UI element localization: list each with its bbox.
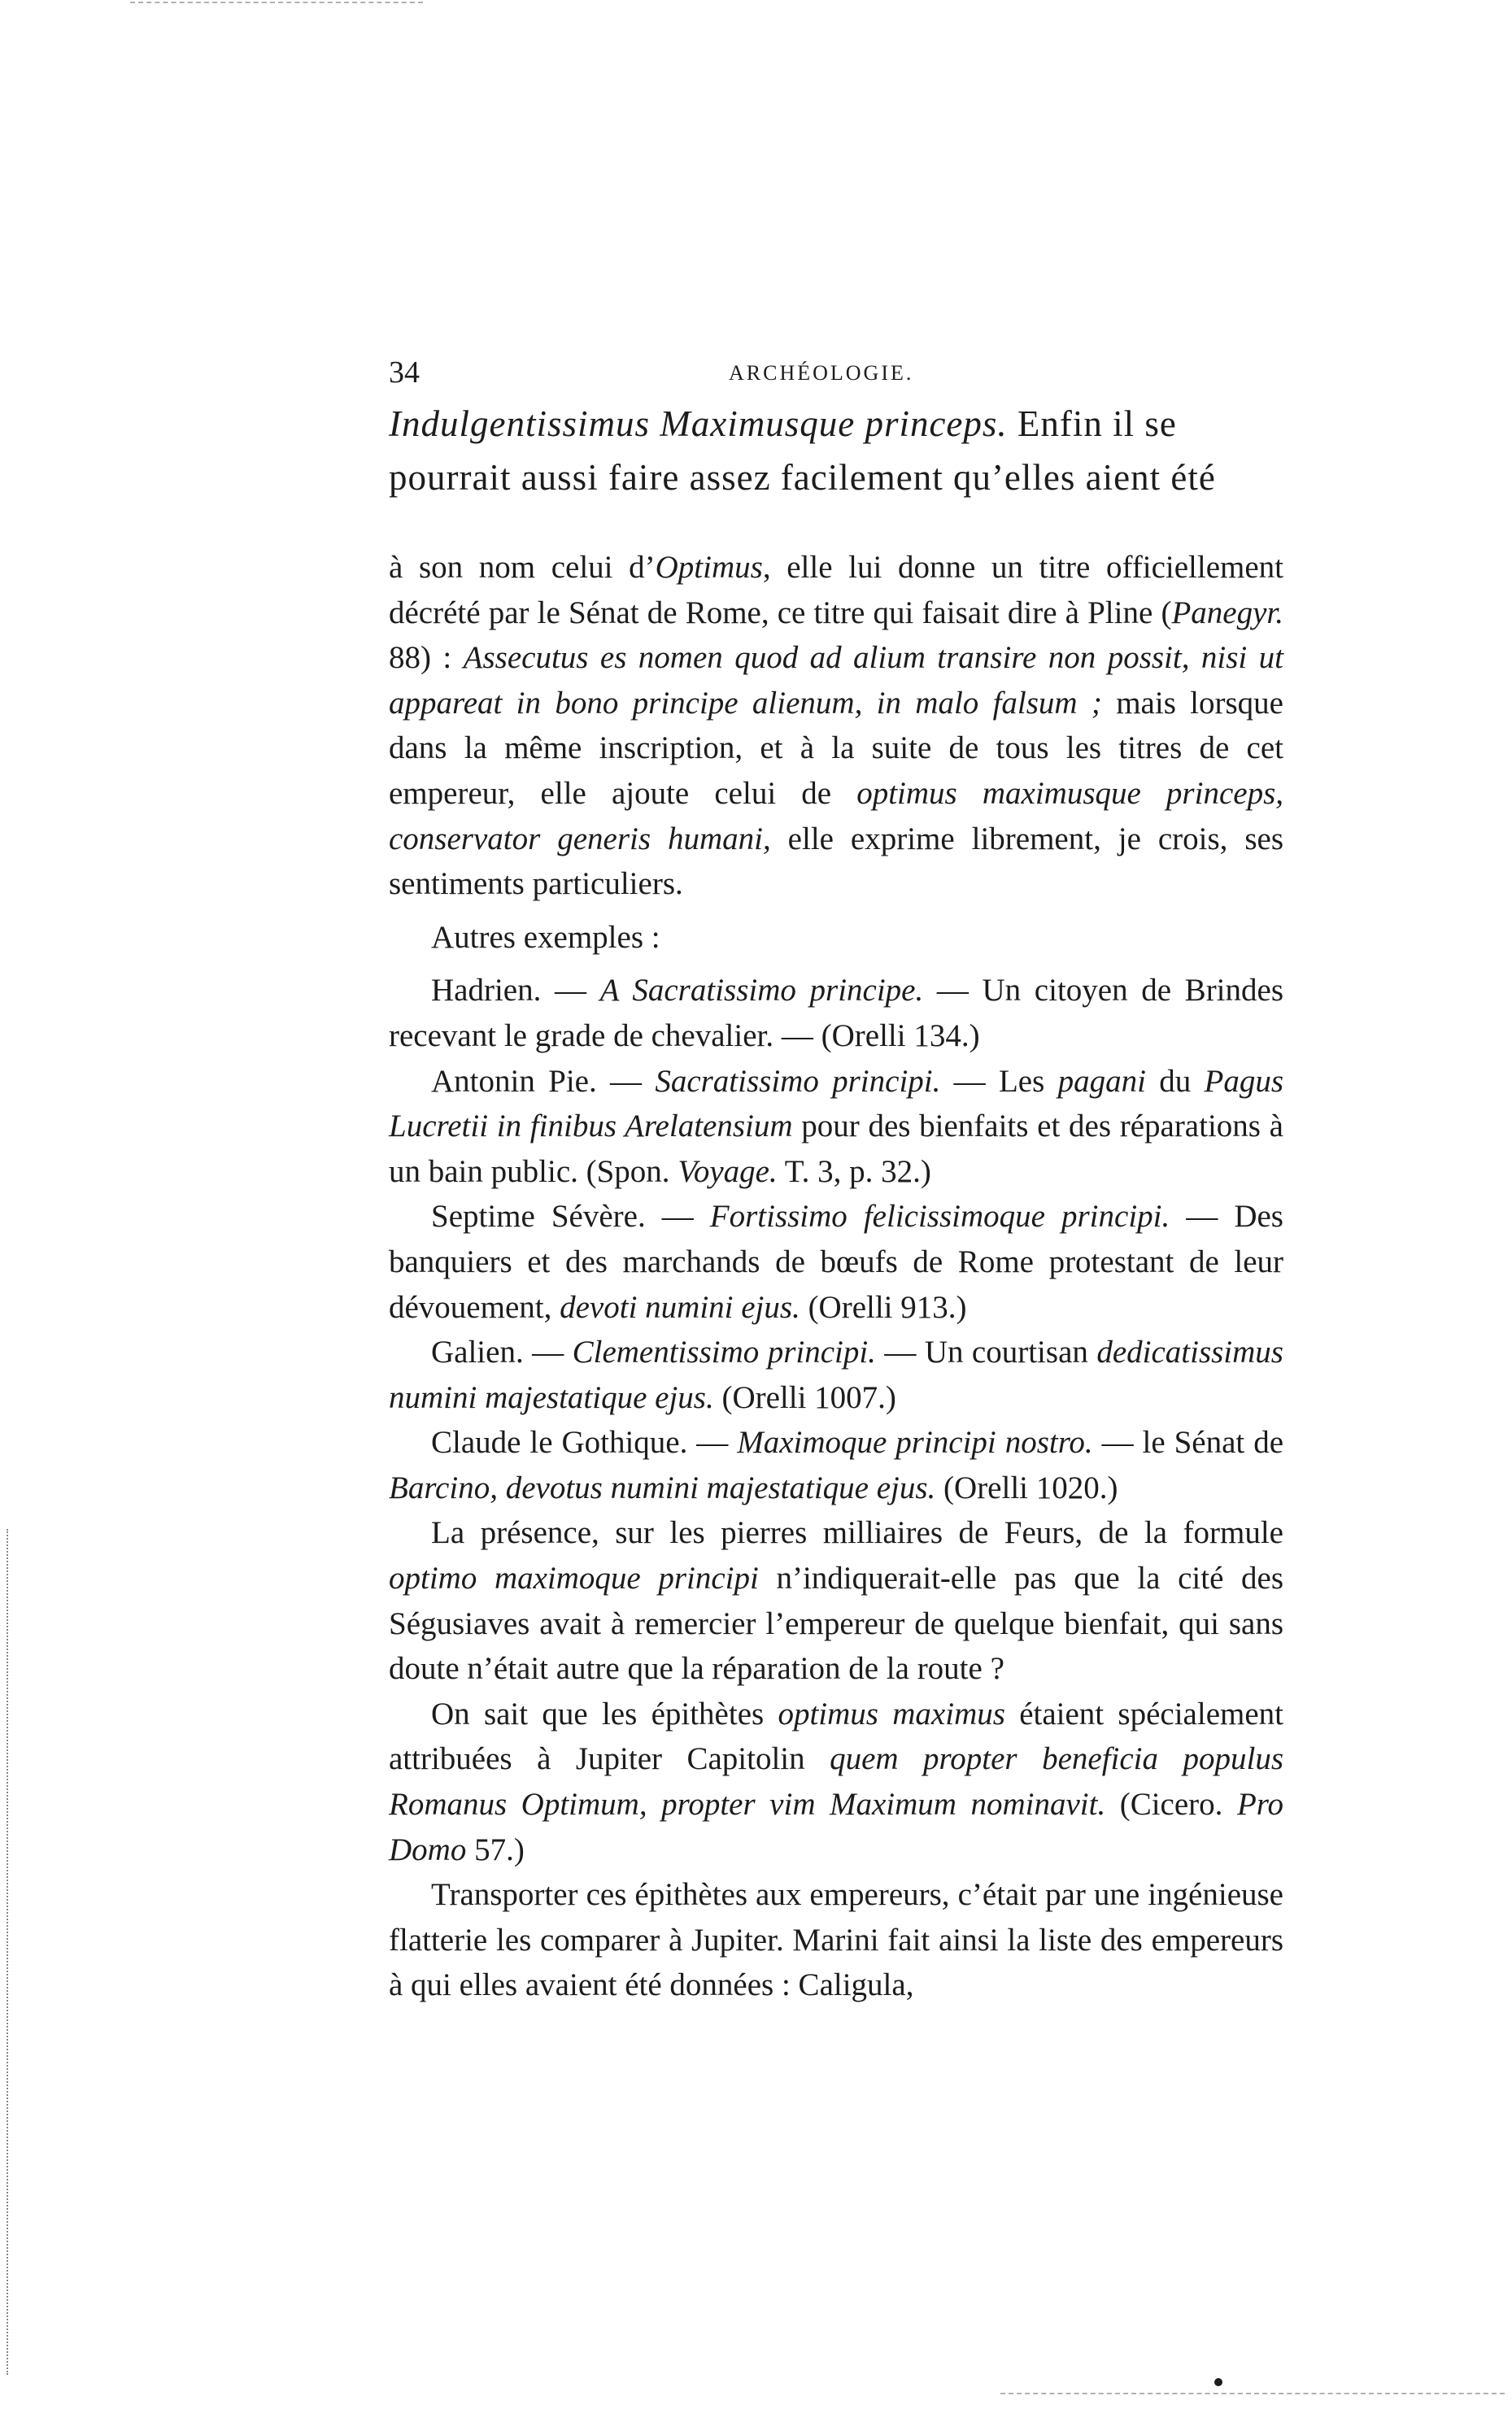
text-run: — Un citoyen de Brindes recevant le grade de chevalier. — (Orelli 134.)	[389, 973, 1283, 1053]
text-run: 88) :	[389, 640, 464, 676]
text-run: (Orelli 1020.)	[935, 1470, 1118, 1505]
paragraph	[389, 1692, 1283, 1872]
text-run: Septime Sévère. —	[431, 1199, 710, 1235]
italic-phrase: Optimus	[655, 550, 763, 585]
paragraph: Transporter ces épithètes aux empereurs, c’était par une ingénieuse flatterie les comparer à Jupiter. Marini fait ainsi la liste des empereurs à qui elles avaient été données : Caligula,	[389, 1877, 1283, 2003]
text-run: 57.)	[466, 1832, 525, 1867]
paragraph	[389, 1194, 1283, 1330]
paragraph	[389, 1510, 1283, 1691]
text-line	[389, 451, 1283, 504]
paragraph	[389, 1330, 1283, 1420]
text-run: Hadrien. —	[431, 973, 600, 1008]
running-head: ARCHÉOLOGIE.	[729, 361, 914, 385]
paragraph	[389, 968, 1283, 1058]
continued-text	[389, 397, 1283, 504]
italic-phrase: Barcino, devotus numini majestatique ejus.	[389, 1470, 936, 1505]
text-run: — Un courtisan	[875, 1335, 1097, 1370]
paragraph	[389, 545, 1283, 907]
text-run: — Des banquiers et des marchands de bœufs de Rome protestant de leur dévouement,	[389, 1199, 1283, 1325]
text-run: On sait que les épithètes	[431, 1696, 778, 1732]
italic-phrase: Indulgentissimus Maximusque princeps.	[389, 403, 1008, 444]
text-run: Enfin il se	[1007, 403, 1177, 444]
text-run: pour des bienfaits et des réparations à un bain public. (Spon.	[389, 1109, 1283, 1189]
text-run: (Orelli 1007.)	[713, 1379, 896, 1415]
text-run: Claude le Gothique. —	[431, 1425, 738, 1461]
text-run: (Orelli 913.)	[800, 1289, 967, 1325]
text-run: (Cicero.	[1105, 1787, 1237, 1823]
text-run: mais lorsque dans la même inscription, et à la suite de tous les titres de cet empereur, elle ajoute celui de	[389, 685, 1283, 811]
text-run: n’indiquerait-elle pas que la cité des Ségusiaves avait à remercier l’empereur de quelque bienfait, qui sans doute n’était autre que la réparation de la route ?	[389, 1561, 1283, 1687]
italic-phrase: Pagus Lucretii in finibus Arelatensium	[389, 1063, 1284, 1144]
paragraph	[389, 1420, 1283, 1510]
text-run: , elle lui donne un titre officiellement décrété par le Sénat de Rome, ce titre qui faisait dire à Pline (	[389, 550, 1283, 630]
text-run: pourrait aussi faire assez facilement qu’elles aient été	[389, 457, 1216, 498]
text-run: étaient spécialement attribuées à Jupiter Capitolin	[389, 1696, 1283, 1777]
text-line	[389, 397, 1283, 451]
italic-phrase: optimus maximusque princeps, conservator generis humani,	[389, 775, 1283, 856]
italic-phrase: Panegyr.	[1171, 595, 1283, 630]
text-run: — le Sénat de	[1092, 1425, 1284, 1461]
italic-phrase: Maximoque principi nostro.	[737, 1425, 1093, 1461]
text-run: à son nom celui d’	[389, 550, 656, 585]
text-run: La présence, sur les pierres milliaires de Feurs, de la formule	[431, 1515, 1283, 1551]
paragraph: Autres exemples :	[431, 919, 660, 955]
italic-phrase: Fortissimo felicissimoque principi.	[709, 1199, 1170, 1235]
text-run: — Les	[940, 1063, 1058, 1099]
text-run: elle exprime librement, je crois, ses sentiments particuliers.	[389, 821, 1283, 902]
italic-phrase: optimus maximus	[778, 1696, 1005, 1732]
italic-phrase: Sacratissimo principi.	[655, 1063, 941, 1099]
italic-phrase: Pro Domo	[389, 1787, 1283, 1867]
main-text	[389, 545, 1283, 2008]
scan-artifact-dot	[1214, 2378, 1222, 2386]
page-header	[389, 355, 1308, 403]
italic-phrase: pagani	[1057, 1063, 1146, 1099]
scan-edge-marks-left	[7, 1529, 11, 2375]
italic-phrase: devoti numini ejus.	[560, 1289, 800, 1325]
text-run: T. 3, p. 32.)	[777, 1153, 931, 1189]
italic-phrase: optimo maximoque principi	[389, 1561, 759, 1597]
scan-edge-marks-bottom	[1000, 2393, 1505, 2396]
italic-phrase: Voyage.	[678, 1153, 778, 1189]
italic-phrase: Clementissimo principi.	[572, 1335, 876, 1370]
italic-phrase: A Sacratissimo principe.	[599, 973, 924, 1008]
page-number: 34	[389, 355, 420, 390]
text-run: Antonin Pie. —	[431, 1063, 656, 1099]
text-run: Galien. —	[431, 1335, 573, 1370]
italic-phrase: Assecutus es nomen quod ad alium transire non possit, nisi ut appareat in bono principe alienum, in malo falsum ;	[389, 640, 1283, 721]
italic-phrase: quem propter beneficia populus Romanus Optimum, propter vim Maximum nominavit.	[389, 1741, 1283, 1823]
text-run: du	[1145, 1063, 1205, 1099]
paragraph	[389, 1059, 1283, 1195]
italic-phrase: dedicatissimus numini majestatique ejus.	[389, 1335, 1283, 1415]
scan-edge-marks-top	[130, 2, 423, 5]
